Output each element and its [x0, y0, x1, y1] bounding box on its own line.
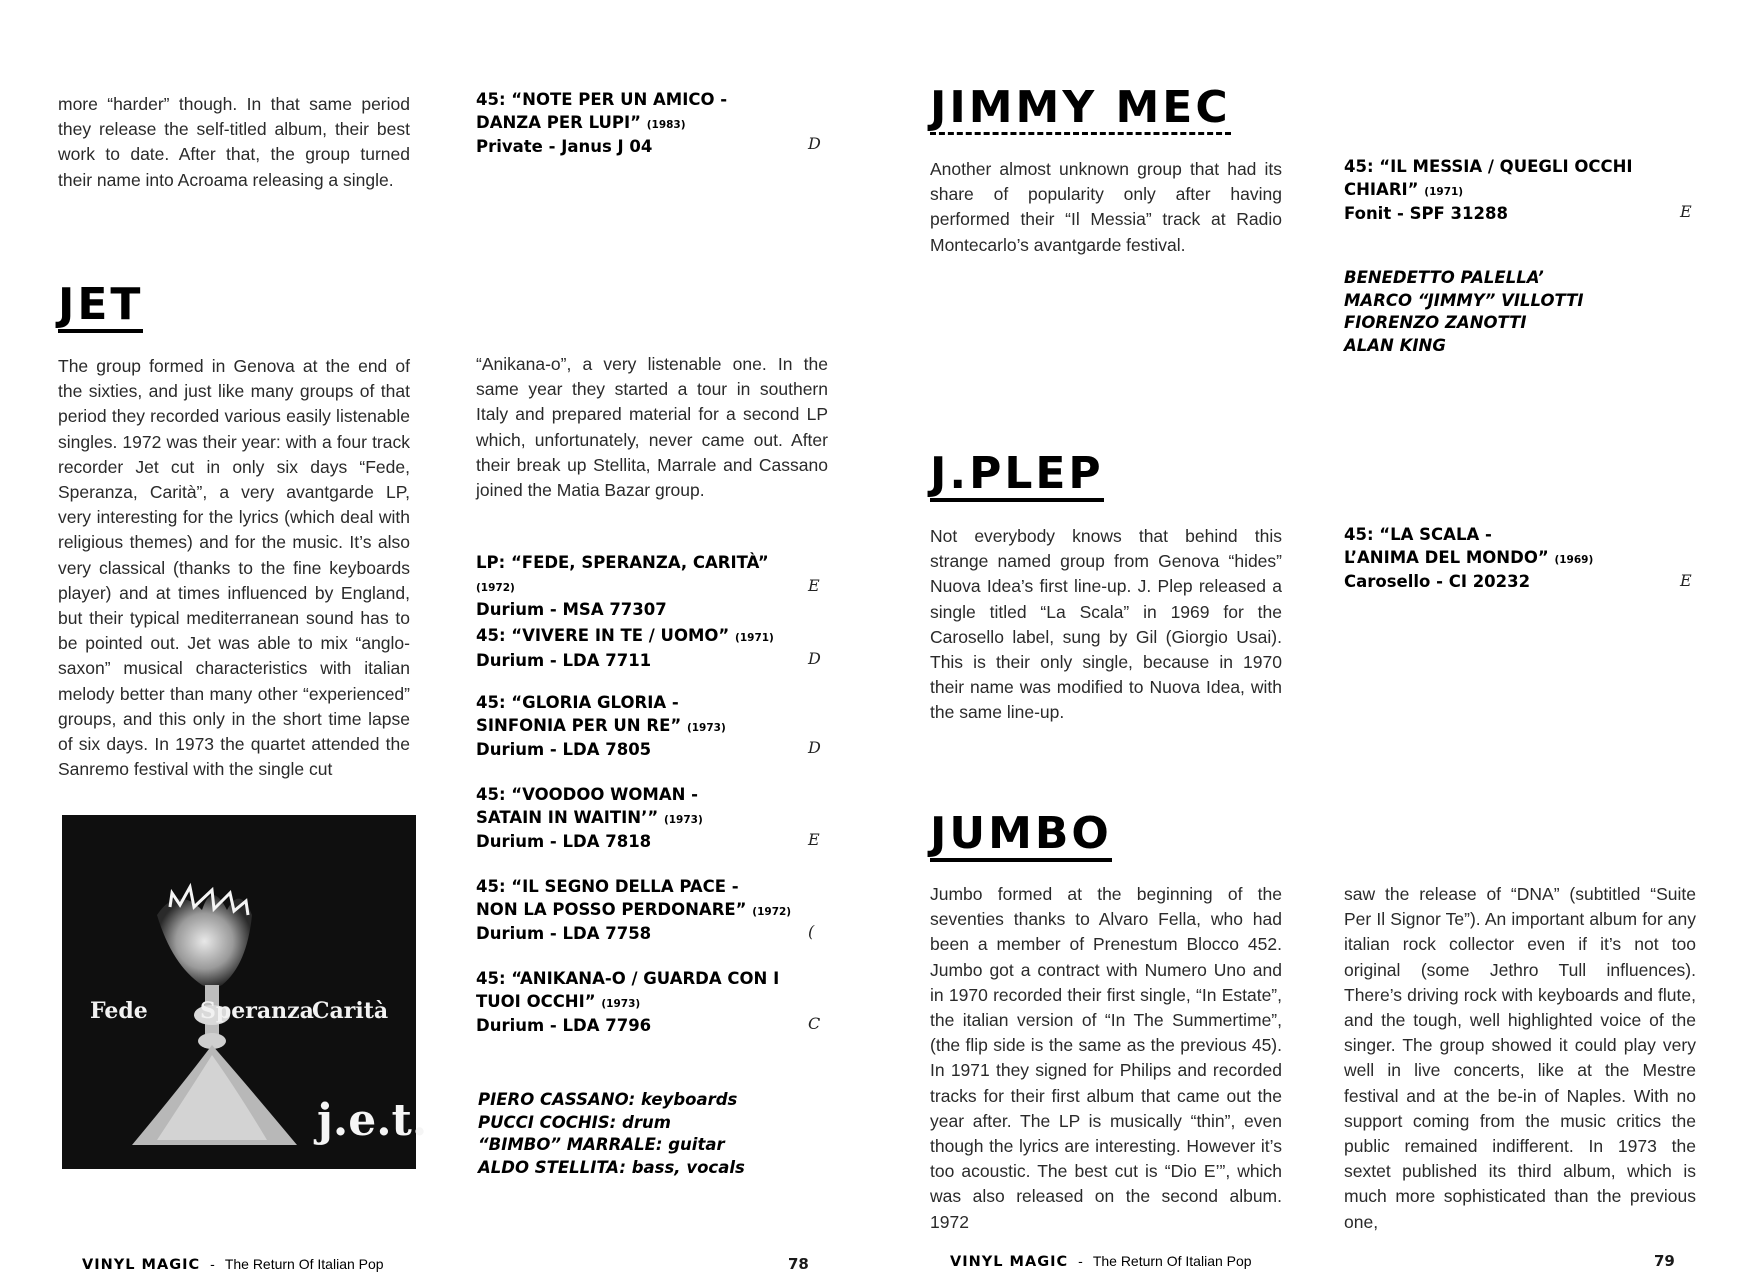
jet-heading: JET	[58, 283, 143, 333]
release-year: (1972)	[476, 581, 515, 594]
jimmy-mec-release	[1344, 156, 1674, 226]
release-grade: D	[808, 738, 821, 757]
release-title-line1: LP: “FEDE, SPERANZA, CARITÀ”	[476, 553, 769, 572]
release-grade: (	[808, 922, 815, 941]
release-year: (1983)	[646, 118, 686, 131]
member: BENEDETTO PALELLA’	[1344, 268, 1544, 287]
release-grade: E	[808, 830, 820, 849]
member: FIORENZO ZANOTTI	[1344, 313, 1527, 332]
release-label: Durium - LDA 7758	[476, 924, 652, 943]
footer-subtitle: The Return Of Italian Pop	[1092, 1253, 1252, 1269]
release-label: Durium - MSA 77307	[476, 600, 667, 619]
member: “BIMBO” MARRALE: guitar	[478, 1135, 725, 1154]
jimmy-mec-text: Another almost unknown group that had its share of popularity only after having performed their “Il Messia” track at Radio Montecarlo’s avantgarde festival.	[930, 159, 1282, 255]
jumbo-heading-wrap	[930, 808, 1112, 862]
release-title-line1: 45: “NOTE PER UN AMICO -	[476, 90, 728, 109]
release-label: Durium - LDA 7711	[476, 650, 652, 670]
member: MARCO “JIMMY” VILLOTTI	[1344, 290, 1584, 310]
acroama-release	[476, 89, 776, 159]
discography-entry	[476, 625, 806, 672]
release-grade: E	[1680, 202, 1692, 221]
jimmy-mec-members	[1344, 267, 1674, 357]
cover-word-fede: Fede	[90, 998, 148, 1024]
footer-right	[950, 1253, 1252, 1270]
discography-entry	[476, 784, 806, 854]
jet-members	[478, 1089, 808, 1179]
release-grade: E	[808, 576, 820, 595]
discography-entry	[476, 552, 806, 622]
release-title-line1: 45: “VIVERE IN TE / UOMO”	[476, 626, 730, 645]
release-title-line1: 45: “ANIKANA-O / GUARDA CON I	[476, 969, 780, 988]
page-number: 79	[1654, 1252, 1675, 1270]
release-title-line1: 45: “GLORIA GLORIA -	[476, 693, 679, 712]
release-grade: C	[808, 1014, 821, 1033]
footer-dash: -	[1078, 1253, 1083, 1269]
discography-entry	[476, 968, 806, 1038]
release-title-line1: 45: “LA SCALA -	[1344, 525, 1492, 544]
jimmy-mec-heading-wrap	[930, 82, 1231, 135]
footer-magazine: VINYL MAGIC	[82, 1257, 201, 1273]
footer-dash: -	[210, 1256, 215, 1272]
footer-subtitle: The Return Of Italian Pop	[224, 1256, 384, 1272]
release-title-line2: SINFONIA PER UN RE”	[476, 715, 682, 735]
release-label: Carosello - CI 20232	[1344, 572, 1531, 591]
jimmy-mec-heading: JIMMY MEC	[930, 82, 1231, 133]
member: PIERO CASSANO: keyboards	[478, 1090, 738, 1109]
release-grade: D	[808, 649, 821, 668]
album-cover	[62, 815, 428, 1169]
release-title-line1: 45: “VOODOO WOMAN -	[476, 785, 698, 804]
jplep-text: Not everybody knows that behind this strange named group from Genova “hides” Nuova Idea’s first line-up. J. Plep released a single titled “La Scala” in 1969 for the Carosello label, sung by Gil (Giorgio Usai). This is their only single, because in 1970 their name was modified to Nuova Idea, with the same line-up.	[930, 526, 1282, 723]
release-label: Fonit - SPF 31288	[1344, 204, 1508, 223]
release-year: (1973)	[601, 997, 641, 1010]
release-label: Durium - LDA 7796	[476, 1016, 652, 1035]
release-year: (1969)	[1554, 553, 1594, 566]
release-title-line2: CHIARI”	[1344, 179, 1419, 199]
jet-text-col1: The group formed in Genova at the end of the sixties, and just like many groups of that period they recorded various easily listenable singles. 1972 was their year: with a four track recorder Jet cut in only six days “Fede, Speranza, Carità”, a very avantgarde LP, very interesting for the lyrics (which deal with religious themes) and for the music. It’s also very classical (thanks to the fine keyboards player) and at times influenced by England, but their typical mediterranean sound has to be pointed out. Jet was able to mix “anglo-saxon” musical characteristics with italian melody better than many other “experienced” groups, and this only in the short time lapse of six days. In 1973 the quartet attended the Sanremo festival with the single cut	[58, 356, 410, 780]
release-grade: E	[1680, 571, 1692, 590]
discography-entry	[476, 876, 806, 946]
page-number: 78	[788, 1255, 809, 1273]
jplep-heading-wrap	[930, 448, 1104, 502]
footer-magazine: VINYL MAGIC	[950, 1254, 1069, 1270]
cover-word-carita: Carità	[312, 998, 389, 1024]
release-year: (1972)	[752, 905, 792, 918]
release-title-line2: DANZA PER LUPI”	[476, 112, 641, 132]
member: ALAN KING	[1344, 335, 1446, 355]
release-year: (1971)	[1424, 185, 1464, 198]
cover-logo: j.e.t.	[317, 1095, 428, 1146]
jet-text-col2: “Anikana-o”, a very listenable one. In the same year they started a tour in southern Italy and prepared material for a second LP which, unfortunately, never came out. After their break up Stellita, Marrale and Cassano joined the Matia Bazar group.	[476, 354, 828, 501]
release-label: Private - Janus J 04	[476, 137, 653, 156]
release-label: Durium - LDA 7805	[476, 740, 652, 759]
release-grade: D	[808, 134, 821, 153]
release-title-line1: 45: “IL SEGNO DELLA PACE -	[476, 877, 739, 896]
jplep-heading: J.PLEP	[930, 452, 1104, 502]
cover-word-speranza: Speranza	[200, 998, 314, 1024]
footer-left	[82, 1256, 384, 1273]
jplep-release	[1344, 524, 1674, 594]
release-year: (1973)	[663, 813, 703, 826]
release-title-line2: SATAIN IN WAITIN’”	[476, 807, 659, 827]
jumbo-heading: JUMBO	[930, 812, 1112, 862]
member: ALDO STELLITA: bass, vocals	[478, 1157, 745, 1177]
member: PUCCI COCHIS: drum	[478, 1112, 671, 1132]
release-title-line2: NON LA POSSO PERDONARE”	[476, 899, 747, 919]
intro-paragraph: more “harder” though. In that same period they release the self-titled album, their best work to date. After that, the group turned their name into Acroama releasing a single.	[58, 94, 410, 190]
jumbo-text-col2: saw the release of “DNA” (subtitled “Suite Per Il Signor Te”). An important album for any italian rock collector even if it’s not too original (some Jethro Tull influences). There’s driving rock with keyboards and flute, and the tough, well highlighted voice of the singer. The group showed it could play very well in live concerts, like at the Mestre festival and at the be-in of Naples. With no support coming from the music critics the public remained indifferent. In 1973 the sextet published its third album, which is much more sophisticated than the previous one,	[1344, 884, 1696, 1232]
release-title-line1: 45: “IL MESSIA / QUEGLI OCCHI	[1344, 157, 1633, 176]
release-title-line2: L’ANIMA DEL MONDO”	[1344, 547, 1549, 567]
discography-entry	[476, 692, 806, 762]
release-title-line2: TUOI OCCHI”	[476, 991, 596, 1011]
release-year: (1973)	[686, 721, 726, 734]
jet-heading-wrap	[58, 279, 144, 333]
release-label: Durium - LDA 7818	[476, 832, 652, 851]
jumbo-text-col1: Jumbo formed at the beginning of the seventies thanks to Alvaro Fella, who had been a member of Prenestum Blocco 452. Jumbo got a contract with Numero Uno and in 1970 recorded their first single, “In Estate”, the italian version of “In The Summertime”, (the flip side is the same as the previous 45). In 1971 they signed for Philips and recorded tracks for their first album that came out the year after. The LP is musically “thin”, even though the lyrics are interesting. However it’s too acoustic. The best cut is “Dio E’”, which was also released on the second album. 1972	[930, 884, 1282, 1232]
release-year: (1971)	[735, 632, 774, 644]
